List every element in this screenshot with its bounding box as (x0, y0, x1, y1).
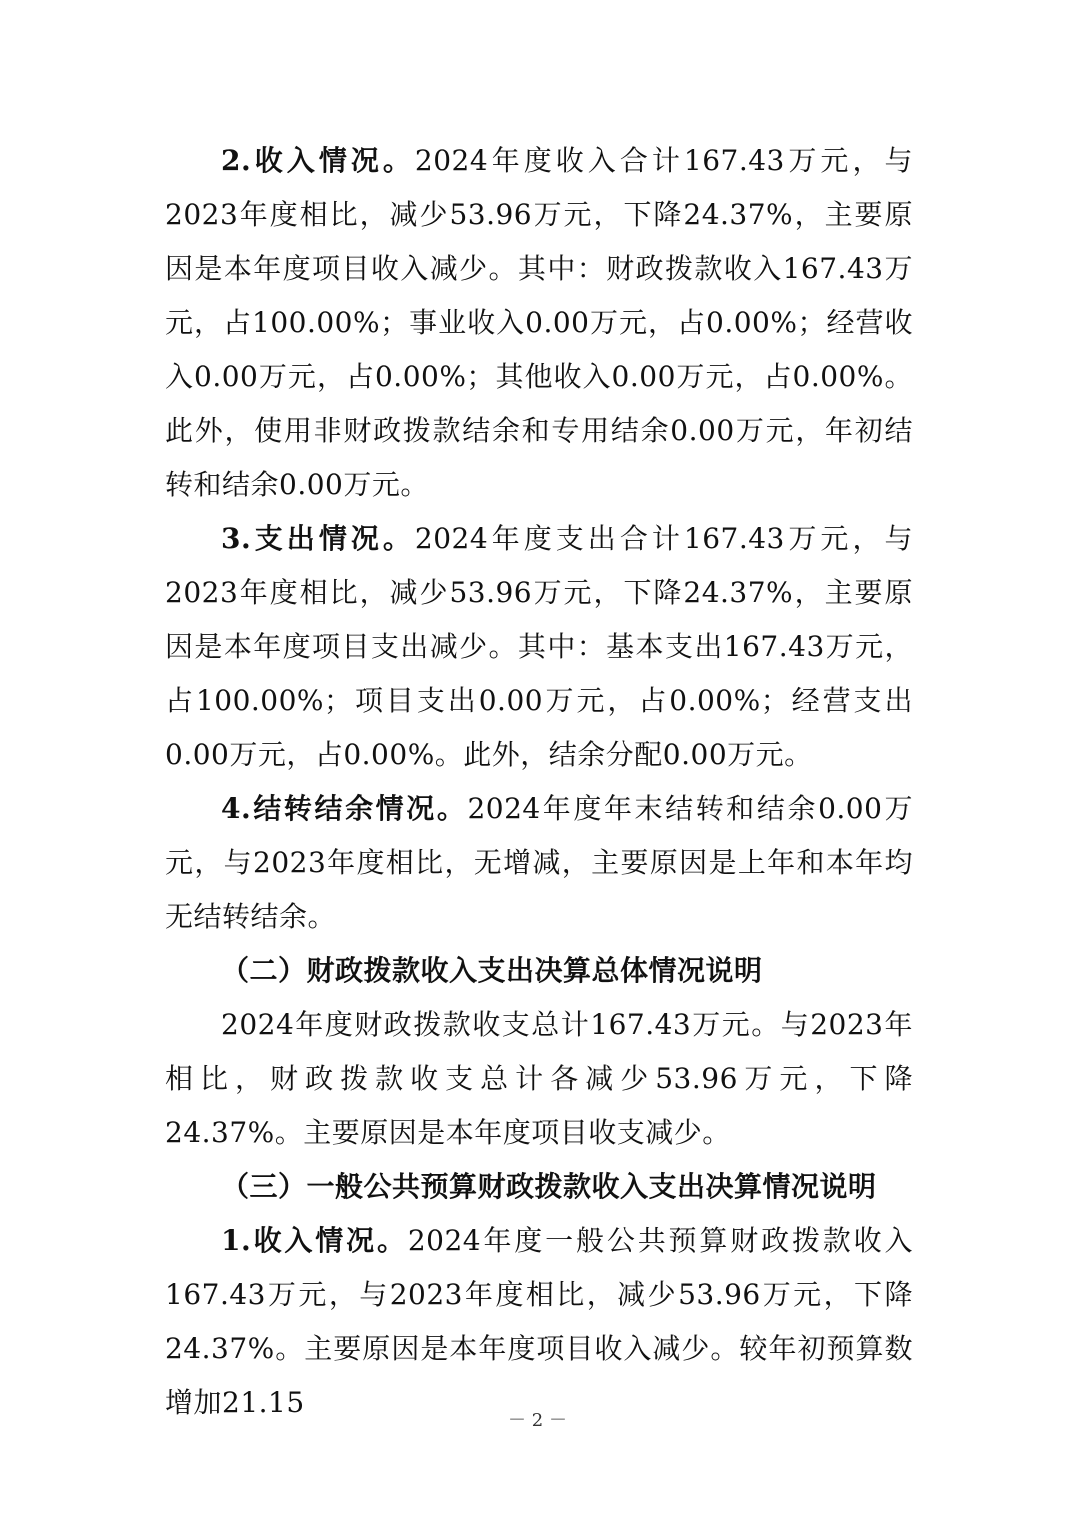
paragraph-text: 2024年度年末结转和结余0.00万元，与2023年度相比，无增减，主要原因是上年和本年均无结转结余。 (165, 792, 913, 933)
paragraph-text: 2024年度一般公共预算财政拨款收入167.43万元，与2023年度相比，减少53.96万元，下降24.37%。主要原因是本年度项目收入减少。较年初预算数增加21.15 (165, 1224, 914, 1419)
paragraph-general-budget-income (165, 1214, 913, 1430)
paragraph-lead: 2.收入情况。 (221, 144, 415, 177)
paragraph-text: 2024年度支出合计167.43万元，与2023年度相比，减少53.96万元，下降24.37%，主要原因是本年度项目支出减少。其中：基本支出167.43万元，占100.00%；项目支出0.00万元，占0.00%；经营支出0.00万元，占0.00%。此外，结余分配0.00万元。 (165, 522, 913, 771)
paragraph-fiscal-overview (165, 998, 913, 1160)
document-body (165, 134, 913, 1430)
section-heading-general-budget: （三）一般公共预算财政拨款收入支出决算情况说明 (221, 1170, 877, 1203)
paragraph-expenditure (165, 512, 913, 782)
section-heading-fiscal-overview: （二）财政拨款收入支出决算总体情况说明 (221, 954, 763, 987)
paragraph-lead: 1.收入情况。 (221, 1224, 408, 1257)
paragraph-text: 2024年度财政拨款收支总计167.43万元。与2023年相比，财政拨款收支总计各减少53.96万元，下降24.37%。主要原因是本年度项目收支减少。 (165, 1008, 913, 1149)
page-number: － 2 － (508, 1410, 567, 1431)
paragraph-lead: 4.结转结余情况。 (221, 792, 468, 825)
paragraph-text: 2024年度收入合计167.43万元，与2023年度相比，减少53.96万元，下降24.37%，主要原因是本年度项目收入减少。其中：财政拨款收入167.43万元，占100.00%；事业收入0.00万元，占0.00%；经营收入0.00万元，占0.00%；其他收入0.00万元，占0.00%。此外，使用非财政拨款结余和专用结余0.00万元，年初结转和结余0.00万元。 (165, 144, 913, 501)
paragraph-lead: 3.支出情况。 (221, 522, 415, 555)
paragraph-carryover (165, 782, 913, 944)
paragraph-income (165, 134, 913, 512)
